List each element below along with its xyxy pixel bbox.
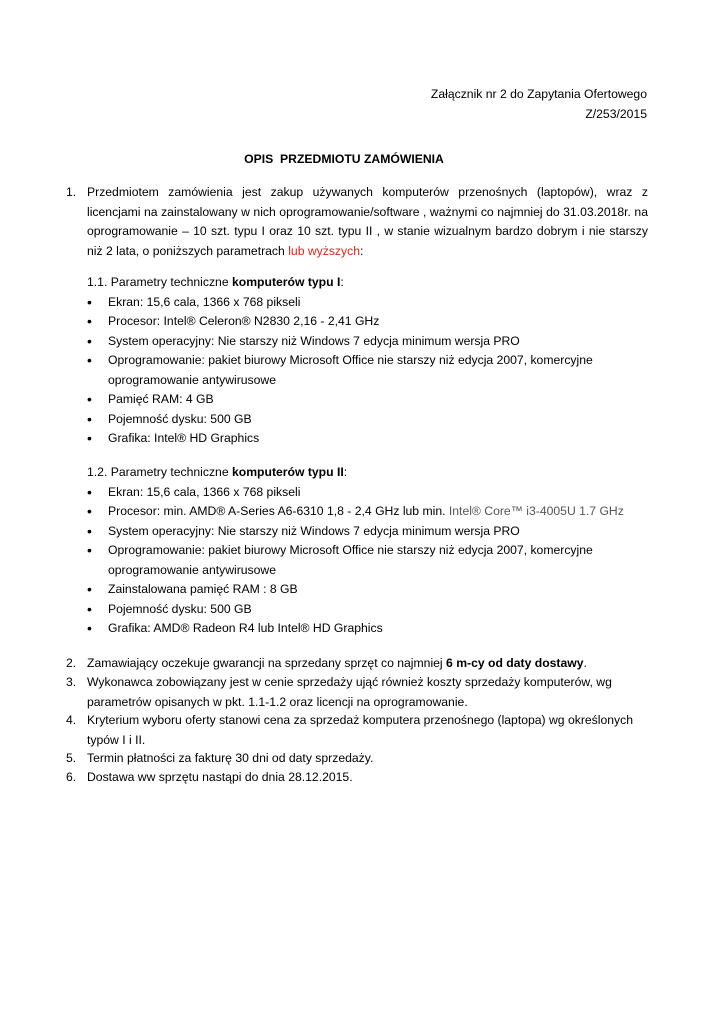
- highlighted-text: lub wyższych: [288, 243, 360, 258]
- spec-item: • Oprogramowanie: pakiet biurowy Microsoft Office nie starszy niż edycja 2007, komercyjne oprogramowanie antywirusowe: [87, 351, 647, 390]
- spec-item: • Procesor: Intel® Celeron® N2830 2,16 - 2,41 GHz: [87, 312, 647, 332]
- section-heading: 1.2. Parametry techniczne komputerów typu II:: [87, 465, 348, 479]
- list-number: 4.: [66, 713, 77, 727]
- spec-item: • Grafika: AMD® Radeon R4 lub Intel® HD Graphics: [87, 619, 647, 639]
- section-type-2: [87, 463, 647, 639]
- warranty-bold: 6 m-cy od daty dostawy: [446, 656, 584, 670]
- spec-item: • Oprogramowanie: pakiet biurowy Microsoft Office nie starszy niż edycja 2007, komercyjne oprogramowanie antywirusowe: [87, 541, 647, 580]
- list-item-5: [66, 749, 648, 769]
- attachment-header: [431, 85, 647, 124]
- section-number: 1.2.: [87, 465, 108, 479]
- section-heading-bold: komputerów typu I: [232, 275, 341, 289]
- reference-number: Z/253/2015: [585, 106, 647, 121]
- list-number: 5.: [66, 751, 77, 765]
- spec-item: • Pojemność dysku: 500 GB: [87, 410, 647, 430]
- section-heading: 1.1. Parametry techniczne komputerów typu I:: [87, 275, 344, 289]
- spec-item: • System operacyjny: Nie starszy niż Windows 7 edycja minimum wersja PRO: [87, 522, 647, 542]
- list-number: 1.: [66, 185, 77, 199]
- processor-alternative: Intel® Core™ i3-4005U 1.7 GHz: [448, 504, 624, 518]
- attachment-label: Załącznik nr 2 do Zapytania Ofertowego: [430, 87, 647, 101]
- spec-item: • Grafika: Intel® HD Graphics: [87, 429, 647, 449]
- spec-item: • Pamięć RAM: 4 GB: [87, 390, 647, 410]
- list-text: Kryterium wyboru oferty stanowi cena za sprzedaż komputera przenośnego (laptopa) wg określonych typów I i II.: [87, 713, 633, 747]
- spec-item: • Zainstalowana pamięć RAM : 8 GB: [87, 580, 647, 600]
- document-title: [0, 150, 688, 170]
- list-text: Przedmiotem zamówienia jest zakup używanych komputerów przenośnych (laptopów), wraz z licencjami na zainstalowany w nich oprogramowanie/software , ważnymi co najmniej do 31.03.2018r. na oprogramowanie – 10 szt. typu I oraz 10 szt. typu II , w stanie wizualnym bardzo dobrym i nie starszy niż 2 lata, o poniższych parametrach lub wyższych:: [87, 185, 648, 258]
- list-item-1: [66, 183, 648, 261]
- spec-item: • Pojemność dysku: 500 GB: [87, 600, 647, 620]
- spec-item: • Ekran: 15,6 cala, 1366 x 768 pikseli: [87, 293, 647, 313]
- list-text: Dostawa ww sprzętu nastąpi do dnia 28.12.2015.: [87, 770, 353, 784]
- spec-item: • System operacyjny: Nie starszy niż Windows 7 edycja minimum wersja PRO: [87, 332, 647, 352]
- list-item-6: [66, 768, 648, 788]
- list-number: 6.: [66, 770, 77, 784]
- list-number: 2.: [66, 656, 77, 670]
- list-text: Wykonawca zobowiązany jest w cenie sprzedaży ująć również koszty sprzedaży komputerów, wg parametrów opisanych w pkt. 1.1-1.2 oraz licencji na oprogramowanie.: [87, 675, 612, 709]
- list-number: 3.: [66, 675, 77, 689]
- list-text: Termin płatności za fakturę 30 dni od daty sprzedaży.: [87, 751, 374, 765]
- document-title-text: OPIS PRZEDMIOTU ZAMÓWIENIA: [244, 152, 444, 166]
- spec-item: • Procesor: min. AMD® A-Series A6-6310 1,8 - 2,4 GHz lub min. Intel® Core™ i3-4005U 1.7 GHz: [87, 502, 647, 522]
- spec-item: • Ekran: 15,6 cala, 1366 x 768 pikseli: [87, 483, 647, 503]
- list-text: Zamawiający oczekuje gwarancji na sprzedany sprzęt co najmniej 6 m-cy od daty dostawy.: [87, 656, 587, 670]
- section-number: 1.1.: [87, 275, 108, 289]
- section-type-1: [87, 273, 647, 449]
- list-item-4: [66, 711, 648, 750]
- list-item-2: [66, 654, 648, 674]
- list-item-3: [66, 673, 648, 712]
- section-heading-bold: komputerów typu II: [232, 465, 344, 479]
